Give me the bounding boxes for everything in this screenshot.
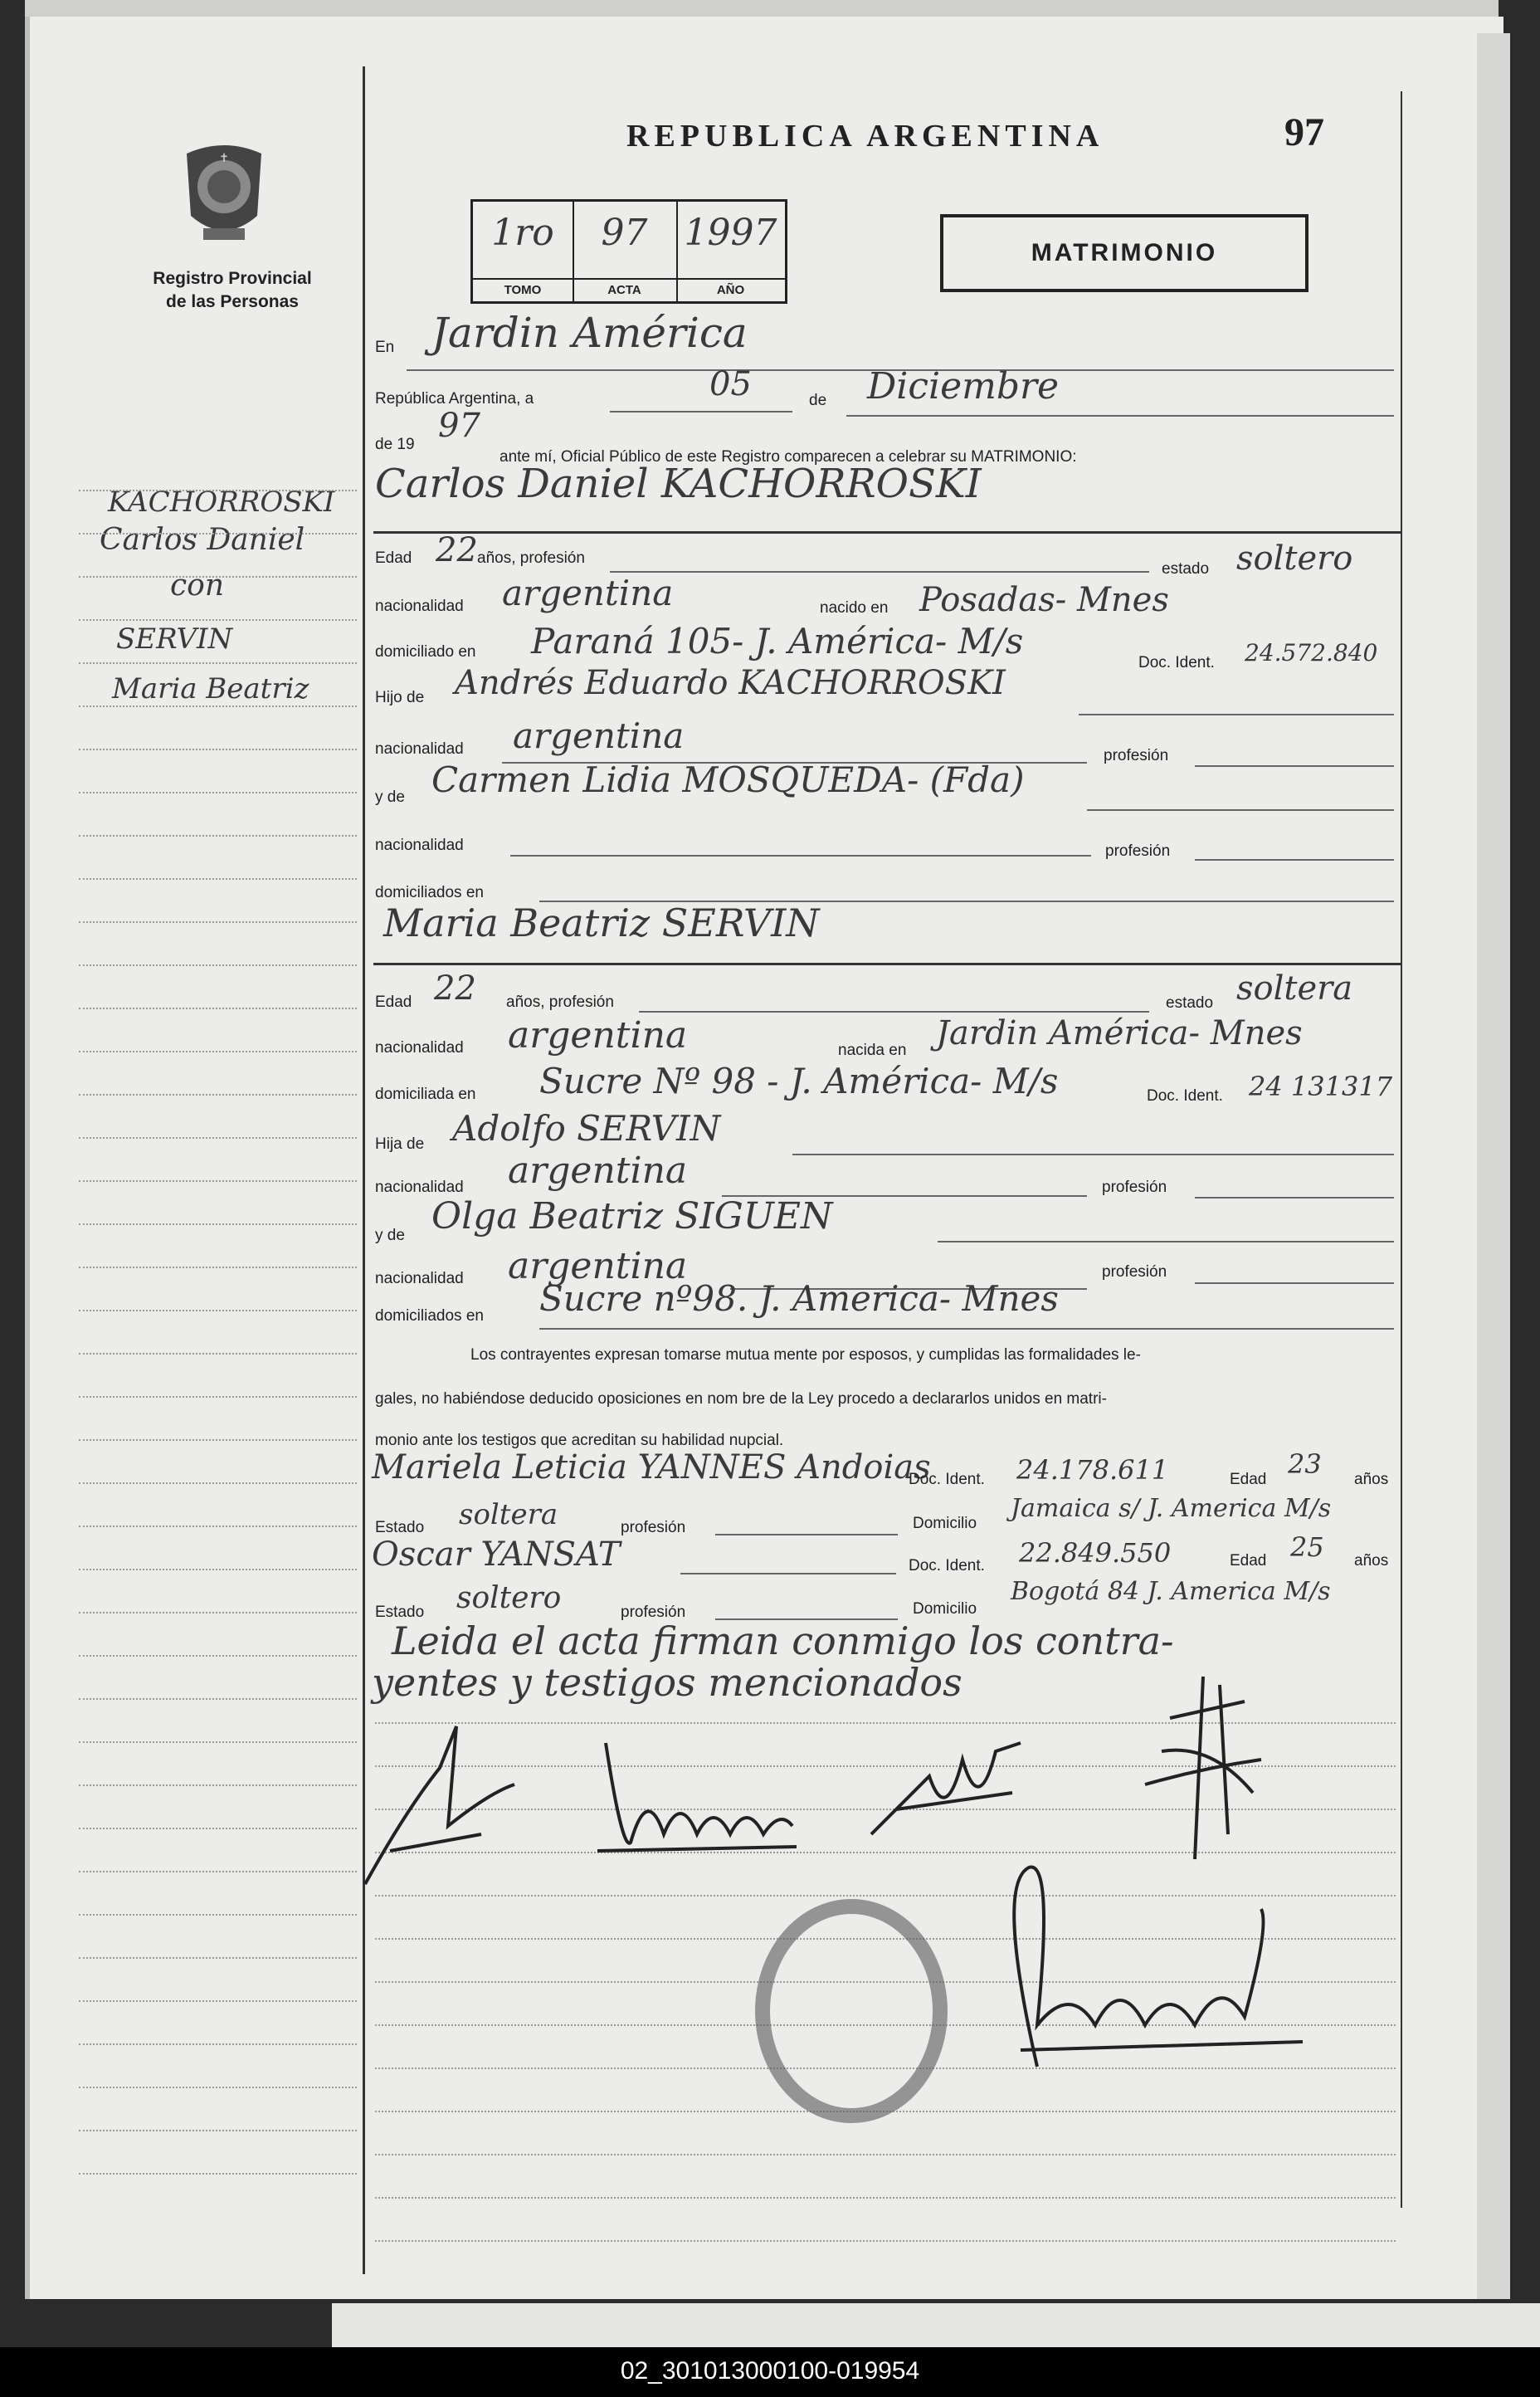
page-right-edge (1477, 33, 1510, 2299)
en-label: En (375, 339, 395, 356)
groom-domiciliado-label: domiciliado en (375, 643, 476, 661)
registry-line2: de las Personas (166, 292, 299, 311)
bride-domiciliada-label: domiciliada en (375, 1086, 476, 1103)
bride-edad-label: Edad (375, 993, 412, 1011)
margin-ruled-line (79, 749, 357, 750)
groom-birthplace: Posadas- Mnes (919, 581, 1169, 619)
margin-ruled-line (79, 576, 357, 578)
tomo-value: 1ro (491, 212, 554, 254)
margin-bride-given-names: Maria Beatriz (112, 672, 309, 705)
official-stamp (755, 1899, 948, 2123)
margin-ruled-line (79, 1267, 357, 1268)
groom-name-rule (373, 531, 1402, 534)
witness2-doc: 22.849.550 (1019, 1537, 1172, 1569)
bride-estado: soltera (1236, 969, 1353, 1008)
signature-4 (1120, 1668, 1286, 1867)
groom-father-nat: argentina (513, 715, 685, 756)
bride-name-rule (373, 963, 1402, 965)
groom-nacido-label: nacido en (820, 599, 889, 617)
bride-profesion-line (639, 1011, 1149, 1013)
groom-mother-line (1087, 809, 1394, 811)
bride-father-line (792, 1154, 1394, 1155)
margin-ruled-line (79, 1828, 357, 1829)
bride-doc: 24 131317 (1249, 1071, 1393, 1102)
bride-mother: Olga Beatriz SIGUEN (431, 1195, 833, 1238)
witness2-doc-label: Doc. Ident. (909, 1557, 985, 1574)
provincial-emblem-icon (174, 137, 274, 245)
margin-ruled-line (79, 2043, 357, 2045)
witness1-edad-label: Edad (1230, 1471, 1267, 1488)
bride-father-nat-label: nacionalidad (375, 1179, 464, 1196)
registry-line1: Registro Provincial (153, 269, 312, 288)
bride-address: Sucre Nº 98 - J. América- M/s (539, 1061, 1059, 1101)
signature-3 (863, 1726, 1029, 1851)
day-value: 05 (709, 365, 752, 403)
groom-edad-label: Edad (375, 549, 412, 567)
witness1-doc: 24.178.611 (1016, 1454, 1169, 1486)
bride-mother-nat-label: nacionalidad (375, 1270, 464, 1287)
margin-lines (79, 490, 357, 2274)
groom-profesion-line (610, 571, 1149, 573)
margin-ruled-line (79, 2130, 357, 2131)
margin-surname: KACHORROSKI (108, 486, 335, 519)
groom-nationality: argentina (502, 573, 674, 613)
margin-ruled-line (79, 1655, 357, 1657)
witness1-estado: soltera (459, 1498, 558, 1531)
ante-text: ante mí, Oficial Público de este Registro comparecen a celebrar su MATRIMONIO: (500, 448, 1077, 466)
bride-father-prof-label: profesión (1102, 1179, 1167, 1196)
groom-mother-prof-line (1195, 859, 1394, 861)
groom-mother-nat-line (510, 855, 1091, 857)
image-caption: 02_301013000100-019954 (620, 2357, 920, 2385)
tomo-label: TOMO (473, 278, 573, 301)
witness1-profesion-label: profesión (621, 1519, 686, 1536)
bride-yde-label: y de (375, 1227, 405, 1244)
margin-ruled-line (79, 1482, 357, 1484)
margin-ruled-line (79, 1051, 357, 1052)
margin-ruled-line (79, 1137, 357, 1139)
bride-nationality: argentina (508, 1014, 688, 1057)
groom-doc-label: Doc. Ident. (1138, 654, 1215, 671)
bride-hija-label: Hija de (375, 1135, 425, 1153)
tomo-acta-anio-box (470, 199, 787, 304)
groom-hijo-label: Hijo de (375, 689, 425, 706)
margin-ruled-line (79, 964, 357, 966)
anio-value: 1997 (684, 212, 777, 254)
margin-ruled-line (79, 1914, 357, 1916)
closing-line1: Leida el acta firman conmigo los contra- (392, 1618, 1174, 1663)
groom-father-line (1079, 714, 1394, 715)
right-border (1401, 91, 1402, 2208)
bride-father: Adolfo SERVIN (452, 1108, 721, 1149)
witness2-name-line (680, 1573, 896, 1574)
margin-divider (363, 66, 365, 2274)
groom-address: Paraná 105- J. América- M/s (531, 621, 1024, 661)
margin-ruled-line (79, 1094, 357, 1096)
month-line (846, 415, 1394, 417)
page-number: 97 (1284, 110, 1324, 154)
margin-ruled-line (79, 2173, 357, 2175)
groom-estado: soltero (1236, 539, 1353, 578)
margin-ruled-line (79, 619, 357, 621)
witness2-estado-label: Estado (375, 1604, 425, 1621)
groom-father-prof-label: profesión (1104, 747, 1169, 764)
witness1-domicilio-label: Domicilio (913, 1515, 977, 1532)
margin-ruled-line (79, 705, 357, 707)
margin-ruled-line (79, 878, 357, 880)
margin-ruled-line (79, 490, 357, 491)
witness1-age: 23 (1288, 1448, 1322, 1480)
witness1-anos-label: años (1354, 1471, 1389, 1488)
margin-ruled-line (79, 1353, 357, 1355)
bride-mother-prof-line (1195, 1282, 1394, 1284)
witness2-age: 25 (1290, 1531, 1324, 1563)
bride-domiciliados-label: domiciliados en (375, 1307, 484, 1325)
margin-ruled-line (79, 2087, 357, 2088)
groom-mother-prof-label: profesión (1105, 842, 1171, 860)
groom-nacionalidad-label: nacionalidad (375, 598, 464, 615)
margin-ruled-line (79, 1957, 357, 1959)
signature-ruled-line (375, 2197, 1396, 2199)
groom-yde-label: y de (375, 788, 405, 806)
acta-cell (573, 202, 678, 301)
acta-label: ACTA (573, 278, 676, 301)
witness1-estado-label: Estado (375, 1519, 425, 1536)
place-value: Jardin América (431, 309, 748, 357)
margin-ruled-line (79, 921, 357, 923)
record-type-box: MATRIMONIO (940, 214, 1309, 292)
de-label: de (809, 392, 827, 409)
margin-ruled-line (79, 533, 357, 535)
svg-text:✝: ✝ (219, 152, 229, 165)
country-heading: REPUBLICA ARGENTINA (626, 119, 1104, 154)
month-value: Diciembre (867, 365, 1060, 408)
margin-ruled-line (79, 1439, 357, 1441)
margin-ruled-line (79, 835, 357, 837)
bride-anos-profesion-label: años, profesión (506, 993, 614, 1011)
acta-value: 97 (601, 212, 648, 254)
groom-age: 22 (436, 531, 478, 569)
margin-ruled-line (79, 2000, 357, 2002)
margin-ruled-line (79, 1396, 357, 1398)
republica-label: República Argentina, a (375, 390, 534, 408)
signature-ruled-line (375, 2154, 1396, 2155)
witness1-name: Mariela Leticia YANNES Andoias (372, 1448, 931, 1487)
margin-ruled-line (79, 1698, 357, 1700)
closing-line2: yentes y testigos mencionados (372, 1660, 962, 1705)
margin-ruled-line (79, 1741, 357, 1743)
margin-ruled-line (79, 1784, 357, 1786)
bride-estado-label: estado (1166, 994, 1214, 1012)
bride-nacida-label: nacida en (838, 1042, 907, 1059)
witness2-profesion-label: profesión (621, 1604, 686, 1621)
de19-label: de 19 (375, 436, 415, 453)
bride-mother-nat: argentina (508, 1245, 688, 1287)
bride-domiciliados-line (539, 1328, 1394, 1330)
margin-ruled-line (79, 792, 357, 793)
witness2-domicilio-label: Domicilio (913, 1600, 977, 1618)
margin-given-names: Carlos Daniel (100, 523, 305, 557)
bride-parents-address: Sucre nº98. J. America- Mnes (539, 1278, 1059, 1319)
bride-mother-prof-label: profesión (1102, 1263, 1167, 1281)
declaration-line3: monio ante los testigos que acreditan su habilidad nupcial. (375, 1432, 784, 1449)
margin-ruled-line (79, 1569, 357, 1570)
witness2-address: Bogotá 84 J. America M/s (1011, 1577, 1331, 1606)
witness2-edad-label: Edad (1230, 1552, 1267, 1570)
declaration-line2: gales, no habiéndose deducido oposiciones en nom bre de la Ley procedo a declararlos unidos en matri- (375, 1390, 1107, 1408)
registry-name (129, 267, 336, 314)
groom-doc: 24.572.840 (1245, 639, 1378, 666)
declaration-line1: Los contrayentes expresan tomarse mutua mente por esposos, y cumplidas las formalidades le- (470, 1346, 1141, 1364)
bride-birthplace: Jardin América- Mnes (936, 1014, 1303, 1052)
margin-ruled-line (79, 1612, 357, 1613)
bride-doc-label: Doc. Ident. (1147, 1087, 1223, 1105)
witness1-address: Jamaica s/ J. America M/s (1011, 1494, 1332, 1523)
anio-cell (676, 202, 785, 301)
bride-nacionalidad-label: nacionalidad (375, 1039, 464, 1057)
groom-mother: Carmen Lidia MOSQUEDA- (Fda) (431, 759, 1025, 800)
groom-mother-nat-label: nacionalidad (375, 837, 464, 854)
groom-father: Andrés Eduardo KACHORROSKI (455, 664, 1006, 702)
signature-2 (589, 1726, 805, 1867)
signature-1 (357, 1710, 523, 1892)
groom-father-nat-label: nacionalidad (375, 740, 464, 758)
groom-estado-label: estado (1162, 560, 1210, 578)
witness1-doc-label: Doc. Ident. (909, 1471, 985, 1488)
groom-name: Carlos Daniel KACHORROSKI (375, 461, 982, 507)
witness2-anos-label: años (1354, 1552, 1389, 1570)
tomo-cell (473, 202, 574, 301)
bride-father-nat: argentina (508, 1150, 688, 1192)
margin-con: con (170, 569, 225, 603)
margin-ruled-line (79, 1180, 357, 1182)
witness2-name: Oscar YANSAT (372, 1535, 621, 1574)
anio-label: AÑO (676, 278, 785, 301)
year-value: 97 (438, 407, 480, 445)
bride-age: 22 (434, 969, 476, 1008)
bride-mother-line (938, 1241, 1394, 1242)
bride-father-prof-line (1195, 1197, 1394, 1198)
margin-ruled-line (79, 1008, 357, 1009)
witness1-profesion-line (715, 1534, 898, 1535)
signature-ruled-line (375, 2240, 1396, 2242)
bride-name: Maria Beatriz SERVIN (383, 901, 820, 945)
official-signature (971, 1859, 1319, 2075)
margin-ruled-line (79, 662, 357, 664)
margin-bride-surname: SERVIN (116, 622, 233, 656)
bottom-strip (332, 2303, 1540, 2347)
groom-anos-profesion-label: años, profesión (477, 549, 585, 567)
witness2-estado: soltero (456, 1581, 562, 1615)
margin-ruled-line (79, 1223, 357, 1225)
margin-ruled-line (79, 1310, 357, 1311)
margin-ruled-line (79, 1871, 357, 1872)
groom-father-prof-line (1195, 765, 1394, 767)
groom-domiciliados-label: domiciliados en (375, 884, 484, 901)
margin-ruled-line (79, 1526, 357, 1527)
day-line (610, 411, 792, 413)
